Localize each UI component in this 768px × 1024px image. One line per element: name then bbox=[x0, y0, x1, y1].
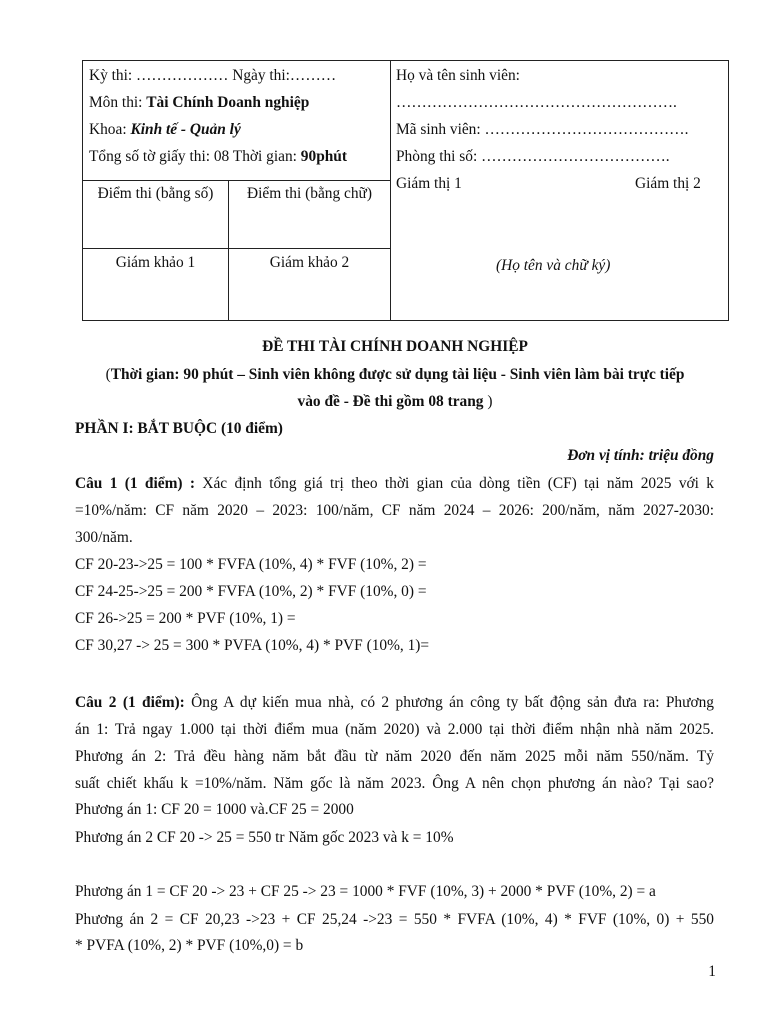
exam-subtitle-line2: vào đề - Đề thi gồm 08 trang ) bbox=[297, 393, 493, 410]
diem-so-label: Điểm thi (bằng số) bbox=[97, 185, 214, 202]
q1-text-line2: =10%/năm: CF năm 2020 – 2023: 100/năm, CF năm 2024 – 2026: 200/năm, năm 2027-2030: bbox=[75, 502, 714, 519]
ho-ten-sv-label: Họ và tên sinh viên: bbox=[396, 67, 520, 84]
ho-ten-sv-dots: ………………………………………………. bbox=[396, 94, 677, 111]
exam-subtitle-line1: (Thời gian: 90 phút – Sinh viên không được sử dụng tài liệu - Sinh viên làm bài trực tiếp bbox=[105, 366, 685, 383]
giam-thi-2-label: Giám thị 2 bbox=[635, 175, 701, 192]
q2-calc2-line1: Phương án 2 = CF 20,23 ->23 + CF 25,24 ->23 = 550 * FVFA (10%, 4) * FVF (10%, 0) + 550 bbox=[75, 911, 714, 928]
q2-pa2: Phương án 2 CF 20 -> 25 = 550 tr Năm gốc 2023 và k = 10% bbox=[75, 829, 454, 846]
ma-sv-line: Mã sinh viên: …………………………………. bbox=[396, 121, 689, 138]
q1-calc-line: CF 20-23->25 = 100 * FVFA (10%, 4) * FVF (10%, 2) = bbox=[75, 556, 427, 573]
grade-table-top-line bbox=[83, 180, 390, 181]
q1-calc-line: CF 26->25 = 200 * PVF (10%, 1) = bbox=[75, 610, 296, 627]
q2-text-line3: Phương án 2: Trả đều hàng năm bắt đầu từ năm 2020 đến năm 2025 mỗi năm 550/năm. Tỷ bbox=[75, 748, 714, 765]
giam-khao-1-label: Giám khảo 1 bbox=[115, 254, 196, 271]
q2-text-line2: án 1: Trả ngay 1.000 tại thời điểm mua (năm 2020) và 2.000 tại thời điểm nhận nhà năm 2025. bbox=[75, 721, 714, 738]
diem-chu-label: Điểm thi (bằng chữ) bbox=[246, 185, 373, 202]
page-number: 1 bbox=[708, 963, 716, 980]
unit-note: Đơn vị tính: triệu đồng bbox=[567, 447, 714, 464]
mon-thi-line: Môn thi: Tài Chính Doanh nghiệp bbox=[89, 94, 310, 111]
q2-pa1: Phương án 1: CF 20 = 1000 và.CF 25 = 2000 bbox=[75, 801, 354, 818]
q1-text-line3: 300/năm. bbox=[75, 529, 133, 546]
tong-so-to-line: Tổng số tờ giấy thi: 08 Thời gian: 90phút bbox=[89, 148, 347, 165]
q1-calc-line: CF 24-25->25 = 200 * FVFA (10%, 2) * FVF (10%, 0) = bbox=[75, 583, 427, 600]
giam-khao-2-label: Giám khảo 2 bbox=[269, 254, 350, 271]
grade-table-middle-line bbox=[83, 248, 390, 249]
phong-thi-line: Phòng thi số: ………………………………. bbox=[396, 148, 670, 165]
exam-header-box bbox=[82, 60, 729, 321]
q2-calc1: Phương án 1 = CF 20 -> 23 + CF 25 -> 23 = 1000 * FVF (10%, 3) + 2000 * PVF (10%, 2) = a bbox=[75, 883, 656, 900]
ky-thi-line: Kỳ thi: ……………… Ngày thi:……… bbox=[89, 67, 337, 84]
exam-title: ĐỀ THI TÀI CHÍNH DOANH NGHIỆP bbox=[262, 338, 528, 355]
q2-text-line1: Câu 2 (1 điểm): Ông A dự kiến mua nhà, có 2 phương án công ty bất động sản đưa ra: Phương bbox=[75, 694, 714, 711]
q2-text-line4: suất chiết khấu k =10%/năm. Năm gốc là năm 2023. Ông A nên chọn phương án nào? Tại sao? bbox=[75, 775, 714, 792]
signature-note: (Họ tên và chữ ký) bbox=[496, 257, 611, 274]
q2-calc2-line2: * PVFA (10%, 2) * PVF (10%,0) = b bbox=[75, 937, 304, 954]
section-heading: PHẦN I: BẮT BUỘC (10 điểm) bbox=[75, 420, 283, 437]
q1-calc-line: CF 30,27 -> 25 = 300 * PVFA (10%, 4) * PVF (10%, 1)= bbox=[75, 637, 430, 654]
header-divider bbox=[390, 61, 391, 320]
khoa-line: Khoa: Kinh tế - Quản lý bbox=[89, 121, 241, 138]
giam-thi-1-label: Giám thị 1 bbox=[396, 175, 462, 192]
q1-text-line1: Câu 1 (1 điểm) : Xác định tổng giá trị theo thời gian của dòng tiền (CF) tại năm 2025 với k bbox=[75, 475, 714, 492]
